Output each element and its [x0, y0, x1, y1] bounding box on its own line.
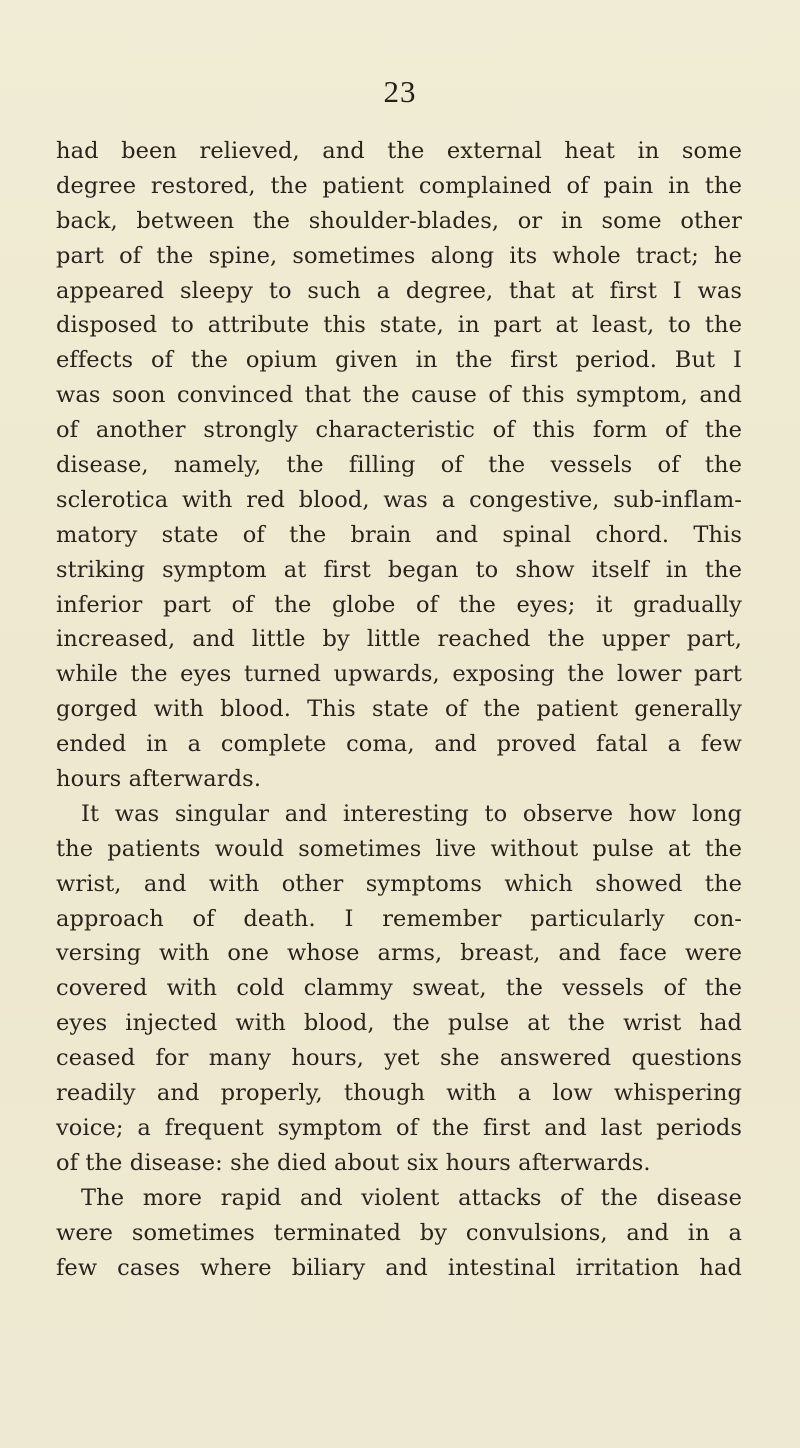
- text-line: effects of the opium given in the first period. But I: [56, 347, 742, 374]
- text-line: sclerotica with red blood, was a congestive, sub-inflam-: [56, 486, 742, 513]
- text-line: part of the spine, sometimes along its whole tract; he: [56, 242, 742, 269]
- text-line: were sometimes terminated by convulsions, and in a: [56, 1219, 742, 1246]
- text-line: voice; a frequent symptom of the first and last periods: [56, 1114, 742, 1141]
- text-line: eyes injected with blood, the pulse at the wrist had: [56, 1010, 742, 1037]
- text-line: appeared sleepy to such a degree, that at first I was: [56, 277, 742, 304]
- text-line: of another strongly characteristic of this form of the: [56, 417, 742, 444]
- text-line: increased, and little by little reached the upper part,: [56, 626, 742, 653]
- text-line: gorged with blood. This state of the patient generally: [56, 696, 742, 723]
- text-line: covered with cold clammy sweat, the vessels of the: [56, 975, 742, 1002]
- text-line: disease, namely, the filling of the vessels of the: [56, 452, 742, 479]
- text-line: matory state of the brain and spinal chord. This: [56, 521, 742, 548]
- text-line: while the eyes turned upwards, exposing the lower part: [56, 661, 742, 688]
- text-line: approach of death. I remember particularly con-: [56, 905, 742, 932]
- text-line: It was singular and interesting to observe how long: [81, 800, 742, 827]
- text-line: of the disease: she died about six hours afterwards.: [56, 1149, 651, 1176]
- text-line: ceased for many hours, yet she answered questions: [56, 1045, 742, 1072]
- text-line: hours afterwards.: [56, 766, 262, 793]
- text-line: versing with one whose arms, breast, and face were: [56, 940, 742, 967]
- page-number: 23: [383, 74, 417, 109]
- text-line: disposed to attribute this state, in part at least, to the: [56, 312, 742, 339]
- text-line: few cases where biliary and intestinal irritation had: [56, 1254, 742, 1281]
- text-line: wrist, and with other symptoms which showed the: [56, 870, 742, 897]
- text-line: had been relieved, and the external heat in some: [56, 138, 742, 164]
- text-line: back, between the shoulder-blades, or in some other: [56, 207, 742, 234]
- text-line: degree restored, the patient complained of pain in the: [56, 172, 742, 199]
- text-line: was soon convinced that the cause of this symptom, and: [56, 382, 742, 409]
- text-line: striking symptom at first began to show itself in the: [56, 556, 742, 583]
- text-line: The more rapid and violent attacks of the disease: [81, 1184, 742, 1211]
- text-line: readily and properly, though with a low whispering: [56, 1080, 742, 1107]
- text-line: the patients would sometimes live without pulse at the: [56, 835, 742, 862]
- text-line: ended in a complete coma, and proved fatal a few: [56, 731, 742, 758]
- text-line: inferior part of the globe of the eyes; it gradually: [56, 591, 742, 618]
- body-text: [56, 134, 742, 1285]
